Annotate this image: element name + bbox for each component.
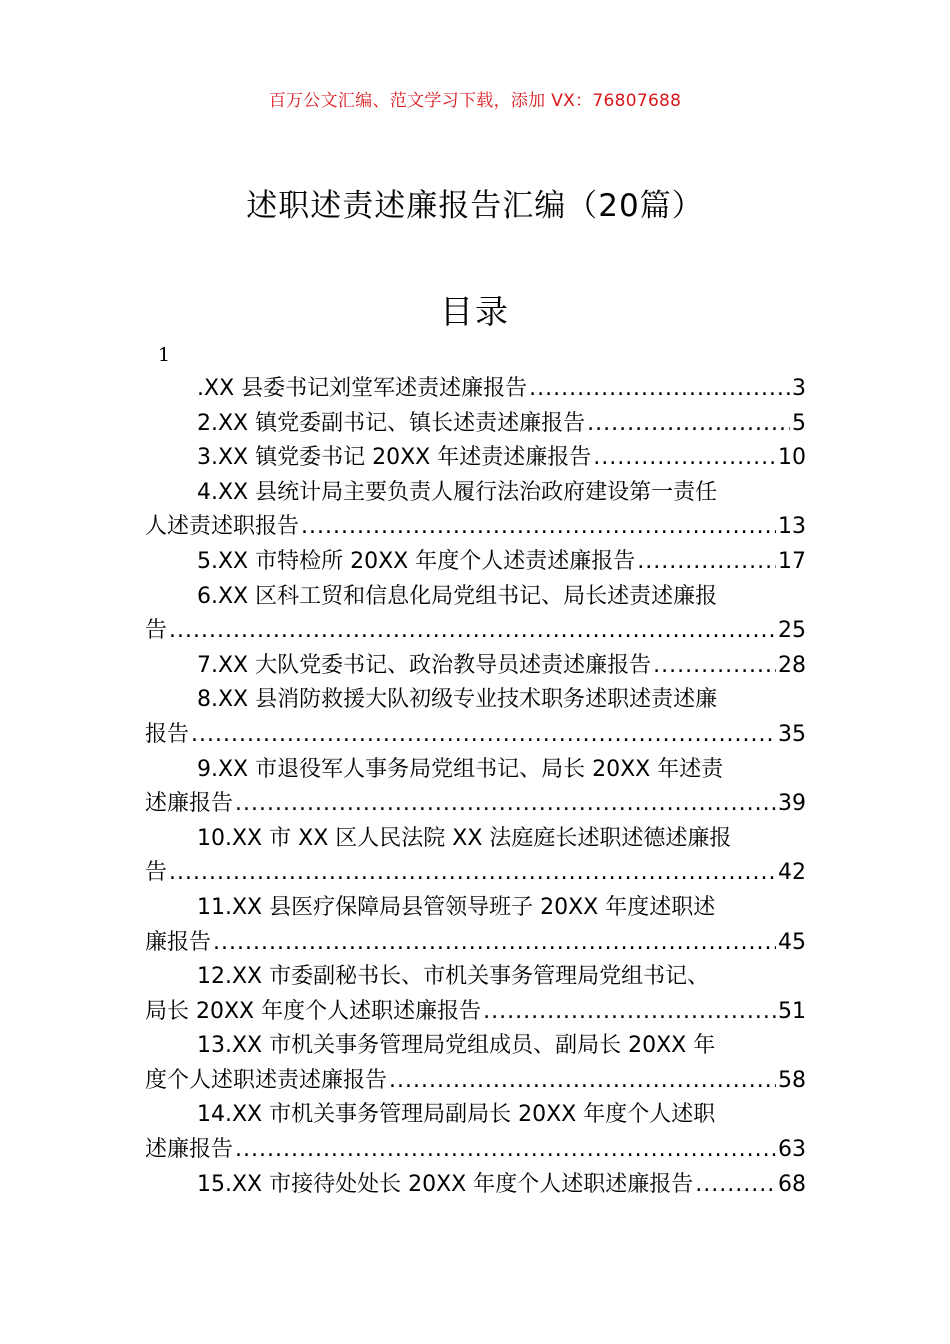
toc-page-number: 42 — [778, 860, 806, 886]
toc-entry-text: 4.XX 县统计局主要负责人履行法治政府建设第一责任 — [197, 479, 718, 505]
toc-entry-text: 8.XX 县消防救援大队初级专业技术职务述职述责述廉 — [197, 687, 718, 713]
toc-entry-text: 人述责述职报告 — [145, 514, 300, 540]
toc-dot-leader — [593, 441, 776, 476]
toc-dot-leader — [587, 407, 790, 442]
toc-entry-text: 告 — [145, 860, 168, 886]
toc-entry-text: .XX 县委书记刘堂军述责述廉报告 — [197, 376, 528, 401]
toc-heading: 目录 — [440, 292, 510, 331]
toc-page-number: 25 — [778, 618, 806, 644]
toc-entry-line[interactable] — [145, 372, 806, 407]
toc-entry-line[interactable] — [145, 683, 806, 718]
toc-entry-line[interactable] — [145, 926, 806, 961]
toc-entry-line[interactable] — [145, 718, 806, 753]
toc-entry-line[interactable] — [145, 1064, 806, 1099]
toc-dot-leader — [169, 614, 776, 649]
toc-page-number: 5 — [792, 410, 806, 436]
document-title: 述职述责述廉报告汇编（20篇） — [246, 188, 704, 224]
toc-entry-text: 5.XX 市特检所 20XX 年度个人述责述廉报告 — [197, 548, 636, 574]
toc-page-number: 35 — [778, 721, 806, 747]
toc-entry-line[interactable] — [145, 1168, 806, 1203]
toc-dot-leader — [213, 926, 776, 961]
toc-page-number: 17 — [778, 548, 806, 574]
toc-dot-leader — [191, 718, 776, 753]
toc-entry-line[interactable] — [145, 1029, 806, 1064]
toc-entry-text: 11.XX 县医疗保障局县管领导班子 20XX 年度述职述 — [197, 894, 716, 920]
toc-entry-text: 15.XX 市接待处处长 20XX 年度个人述职述廉报告 — [197, 1171, 694, 1197]
toc-dot-leader — [483, 995, 776, 1030]
toc-page-number: 10 — [778, 445, 806, 471]
table-of-contents — [145, 372, 806, 1202]
toc-dot-leader — [529, 372, 790, 407]
toc-entry-text: 9.XX 市退役军人事务局党组书记、局长 20XX 年述责 — [197, 756, 724, 782]
toc-entry-line[interactable] — [145, 1133, 806, 1168]
toc-entry-line[interactable] — [145, 856, 806, 891]
toc-entry-line[interactable] — [145, 545, 806, 580]
toc-entry-line[interactable] — [145, 822, 806, 857]
toc-entry-line[interactable] — [145, 649, 806, 684]
toc-dot-leader — [695, 1168, 776, 1203]
toc-entry-line[interactable] — [145, 614, 806, 649]
toc-dot-leader — [301, 510, 776, 545]
toc-entry-line[interactable] — [145, 960, 806, 995]
toc-page-number: 63 — [778, 1137, 806, 1163]
toc-entry-text: 述廉报告 — [145, 1137, 234, 1163]
toc-page-number: 51 — [778, 998, 806, 1024]
toc-entry-text: 10.XX 市 XX 区人民法院 XX 法庭庭长述职述德述廉报 — [197, 825, 732, 851]
toc-entry-text: 局长 20XX 年度个人述职述廉报告 — [145, 998, 482, 1024]
toc-entry-text: 述廉报告 — [145, 791, 234, 817]
toc-entry-text: 2.XX 镇党委副书记、镇长述责述廉报告 — [197, 410, 586, 436]
toc-entry-text: 12.XX 市委副秘书长、市机关事务管理局党组书记、 — [197, 964, 710, 990]
toc-page-number: 58 — [778, 1067, 806, 1093]
toc-entry-line[interactable] — [145, 995, 806, 1030]
toc-entry-text: 13.XX 市机关事务管理局党组成员、副局长 20XX 年 — [197, 1033, 716, 1059]
toc-dot-leader — [389, 1064, 776, 1099]
toc-entry-line[interactable] — [145, 441, 806, 476]
toc-page-number: 28 — [778, 652, 806, 678]
toc-entry-text: 14.XX 市机关事务管理局副局长 20XX 年度个人述职 — [197, 1102, 716, 1128]
toc-entry-line[interactable] — [145, 1098, 806, 1133]
toc-entry-text: 报告 — [145, 721, 190, 747]
header-watermark-note: 百万公文汇编、范文学习下载，添加 VX：76807688 — [268, 91, 682, 111]
toc-page-number: 45 — [778, 929, 806, 955]
toc-entry-text: 度个人述职述责述廉报告 — [145, 1067, 388, 1093]
toc-entry-line[interactable] — [145, 510, 806, 545]
toc-entry-line[interactable] — [145, 580, 806, 615]
toc-entry-text: 7.XX 大队党委书记、政治教导员述责述廉报告 — [197, 652, 652, 678]
stray-list-number: 1 — [158, 344, 171, 366]
toc-page-number: 13 — [778, 514, 806, 540]
toc-entry-line[interactable] — [145, 407, 806, 442]
toc-page-number: 39 — [778, 791, 806, 817]
toc-page-number: 3 — [792, 376, 806, 401]
toc-entry-line[interactable] — [145, 753, 806, 788]
toc-entry-text: 3.XX 镇党委书记 20XX 年述责述廉报告 — [197, 445, 592, 471]
toc-dot-leader — [169, 856, 776, 891]
toc-page-number: 68 — [778, 1171, 806, 1197]
toc-dot-leader — [235, 1133, 776, 1168]
toc-dot-leader — [235, 787, 776, 822]
toc-entry-line[interactable] — [145, 476, 806, 511]
toc-entry-line[interactable] — [145, 787, 806, 822]
toc-entry-text: 告 — [145, 618, 168, 644]
toc-entry-line[interactable] — [145, 891, 806, 926]
toc-dot-leader — [653, 649, 776, 684]
toc-dot-leader — [637, 545, 776, 580]
toc-entry-text: 廉报告 — [145, 929, 212, 955]
toc-entry-text: 6.XX 区科工贸和信息化局党组书记、局长述责述廉报 — [197, 583, 718, 609]
